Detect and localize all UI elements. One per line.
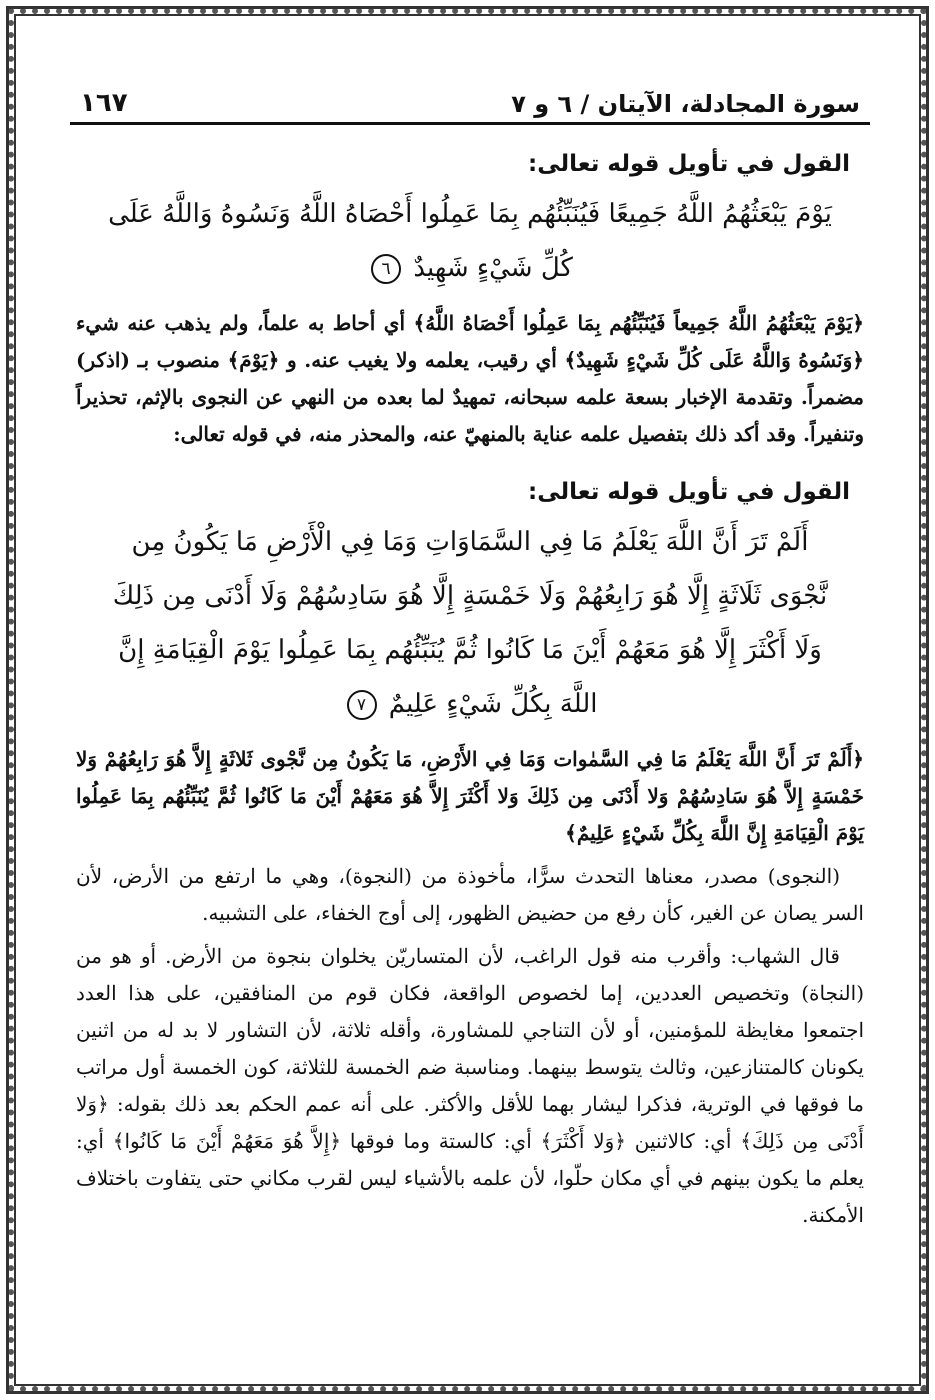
section2-para-najwa: (النجوى) مصدر، معناها التحدث سرًّا، مأخوذة من (النجوة)، وهي ما ارتفع من الأرض، لأن السر يصان عن الغير، كأن رفع من حضيض الظهور، إلى أوج الخفاء، على التشبيه. [76, 864, 864, 925]
verse-6-text: يَوْمَ يَبْعَثُهُمُ اللَّهُ جَمِيعًا فَيُنَبِّئُهُم بِمَا عَمِلُوا أَحْصَاهُ اللَّهُ وَنَسُوهُ وَاللَّهُ عَلَى كُلِّ شَيْءٍ شَهِيدٌ [108, 199, 832, 283]
verse-6-number-mark: ٦ [371, 254, 401, 284]
verse-7 [100, 515, 840, 731]
running-head-title: سورة المجادلة، الآيتان / ٦ و ٧ [511, 90, 860, 118]
verse-7-restated: ﴿أَلَمْ تَرَ أَنَّ اللَّهَ يَعْلَمُ مَا فِي السَّمٰوات وَمَا فِي الأَرْضِ، مَا يَكُونُ مِن نَّجْوى ثَلاثَةٍ إِلاَّ هُوَ رَابِعُهُمْ وَلا خَمْسَةٍ إِلاَّ هُوَ سَادِسُهُمْ وَلا أَدْنَى مِن ذَلِكَ وَلا أَكْثَرَ إِلاَّ هُوَ مَعَهُمْ أَيْنَ مَا كَانُوا ثُمَّ يُنَبِّئُهُم بِمَا عَمِلُوا يَوْمَ الْقِيَامَةِ إِنَّ اللَّهَ بِكُلِّ شَيْءٍ عَلِيمٌ﴾ [76, 747, 864, 845]
section2-para-shihab: قال الشهاب: وأقرب منه قول الراغب، لأن المتساريّن يخلوان بنجوة من الأرض. أو هو من (النجاة) وتخصيص العددين، إما لخصوص الواقعة، فكان قوم من المنافقين، على هذا العدد اجتمعوا مغايظة للمؤمنين، أو لأن التناجي للمشاورة، وأقله ثلاثة، لأن التشاور لا بد له من اثنين يكونان كالمتنازعين، وثالث يتوسط بينهما. ومناسبة ضم الخمسة للثلاثة، كون الخمسة أول مراتب ما فوقها في الوترية، فذكرا ليشار بهما للأقل والأكثر. على أنه عمم الحكم بعد ذلك بقوله: ﴿وَلا أَدْنَى مِن ذَلِكَ﴾ أي: كالاثنين ﴿وَلا أَكْثَرَ﴾ أي: كالستة وما فوقها ﴿إِلاَّ هُوَ مَعَهُمْ أَيْنَ مَا كَانُوا﴾ أي: يعلم ما يكون بينهم في أي مكان حلّوا، لأن علمه بالأشياء ليس لقرب مكاني حتى يتفاوت باختلاف الأمكنة. [76, 944, 864, 1227]
page-number: ١٦٧ [80, 88, 128, 118]
verse-6 [100, 187, 840, 295]
section2-heading: القول في تأويل قوله تعالى: [528, 479, 850, 505]
verse-7-text: أَلَمْ تَرَ أَنَّ اللَّهَ يَعْلَمُ مَا فِي السَّمَاوَاتِ وَمَا فِي الْأَرْضِ مَا يَكُونُ مِن نَّجْوَى ثَلَاثَةٍ إِلَّا هُوَ رَابِعُهُمْ وَلَا خَمْسَةٍ إِلَّا هُوَ سَادِسُهُمْ وَلَا أَدْنَى مِن ذَلِكَ وَلَا أَكْثَرَ إِلَّا هُوَ مَعَهُمْ أَيْنَ مَا كَانُوا ثُمَّ يُنَبِّئُهُم بِمَا عَمِلُوا يَوْمَ الْقِيَامَةِ إِنَّ اللَّهَ بِكُلِّ شَيْءٍ عَلِيمٌ [112, 527, 828, 719]
verse-7-number-mark: ٧ [347, 690, 377, 720]
section1-heading: القول في تأويل قوله تعالى: [528, 151, 850, 177]
page-content [70, 72, 870, 1352]
running-head [70, 72, 870, 125]
section1-commentary: ﴿يَوْمَ يَبْعَثُهُمُ اللَّهُ جَمِيعاً فَيُنَبِّئُهُم بِمَا عَمِلُوا أَحْصَاهُ اللَّهُ﴾ أي أحاط به علماً، ولم يذهب عنه شيء ﴿وَنَسُوهُ وَاللَّهُ عَلَى كُلِّ شَيْءٍ شَهِيدٌ﴾ أي رقيب، يعلمه ولا يغيب عنه. و ﴿يَوْمَ﴾ منصوب بـ (اذكر) مضمراً. وتقدمة الإخبار بسعة علمه سبحانه، تمهيدٌ لما بعده من النهي عن النجوى بالإثم، تحذيراً وتنفيراً. وقد أكد ذلك بتفصيل علمه عناية بالمنهيّ عنه، والمحذر منه، في قوله تعالى: [76, 311, 864, 446]
